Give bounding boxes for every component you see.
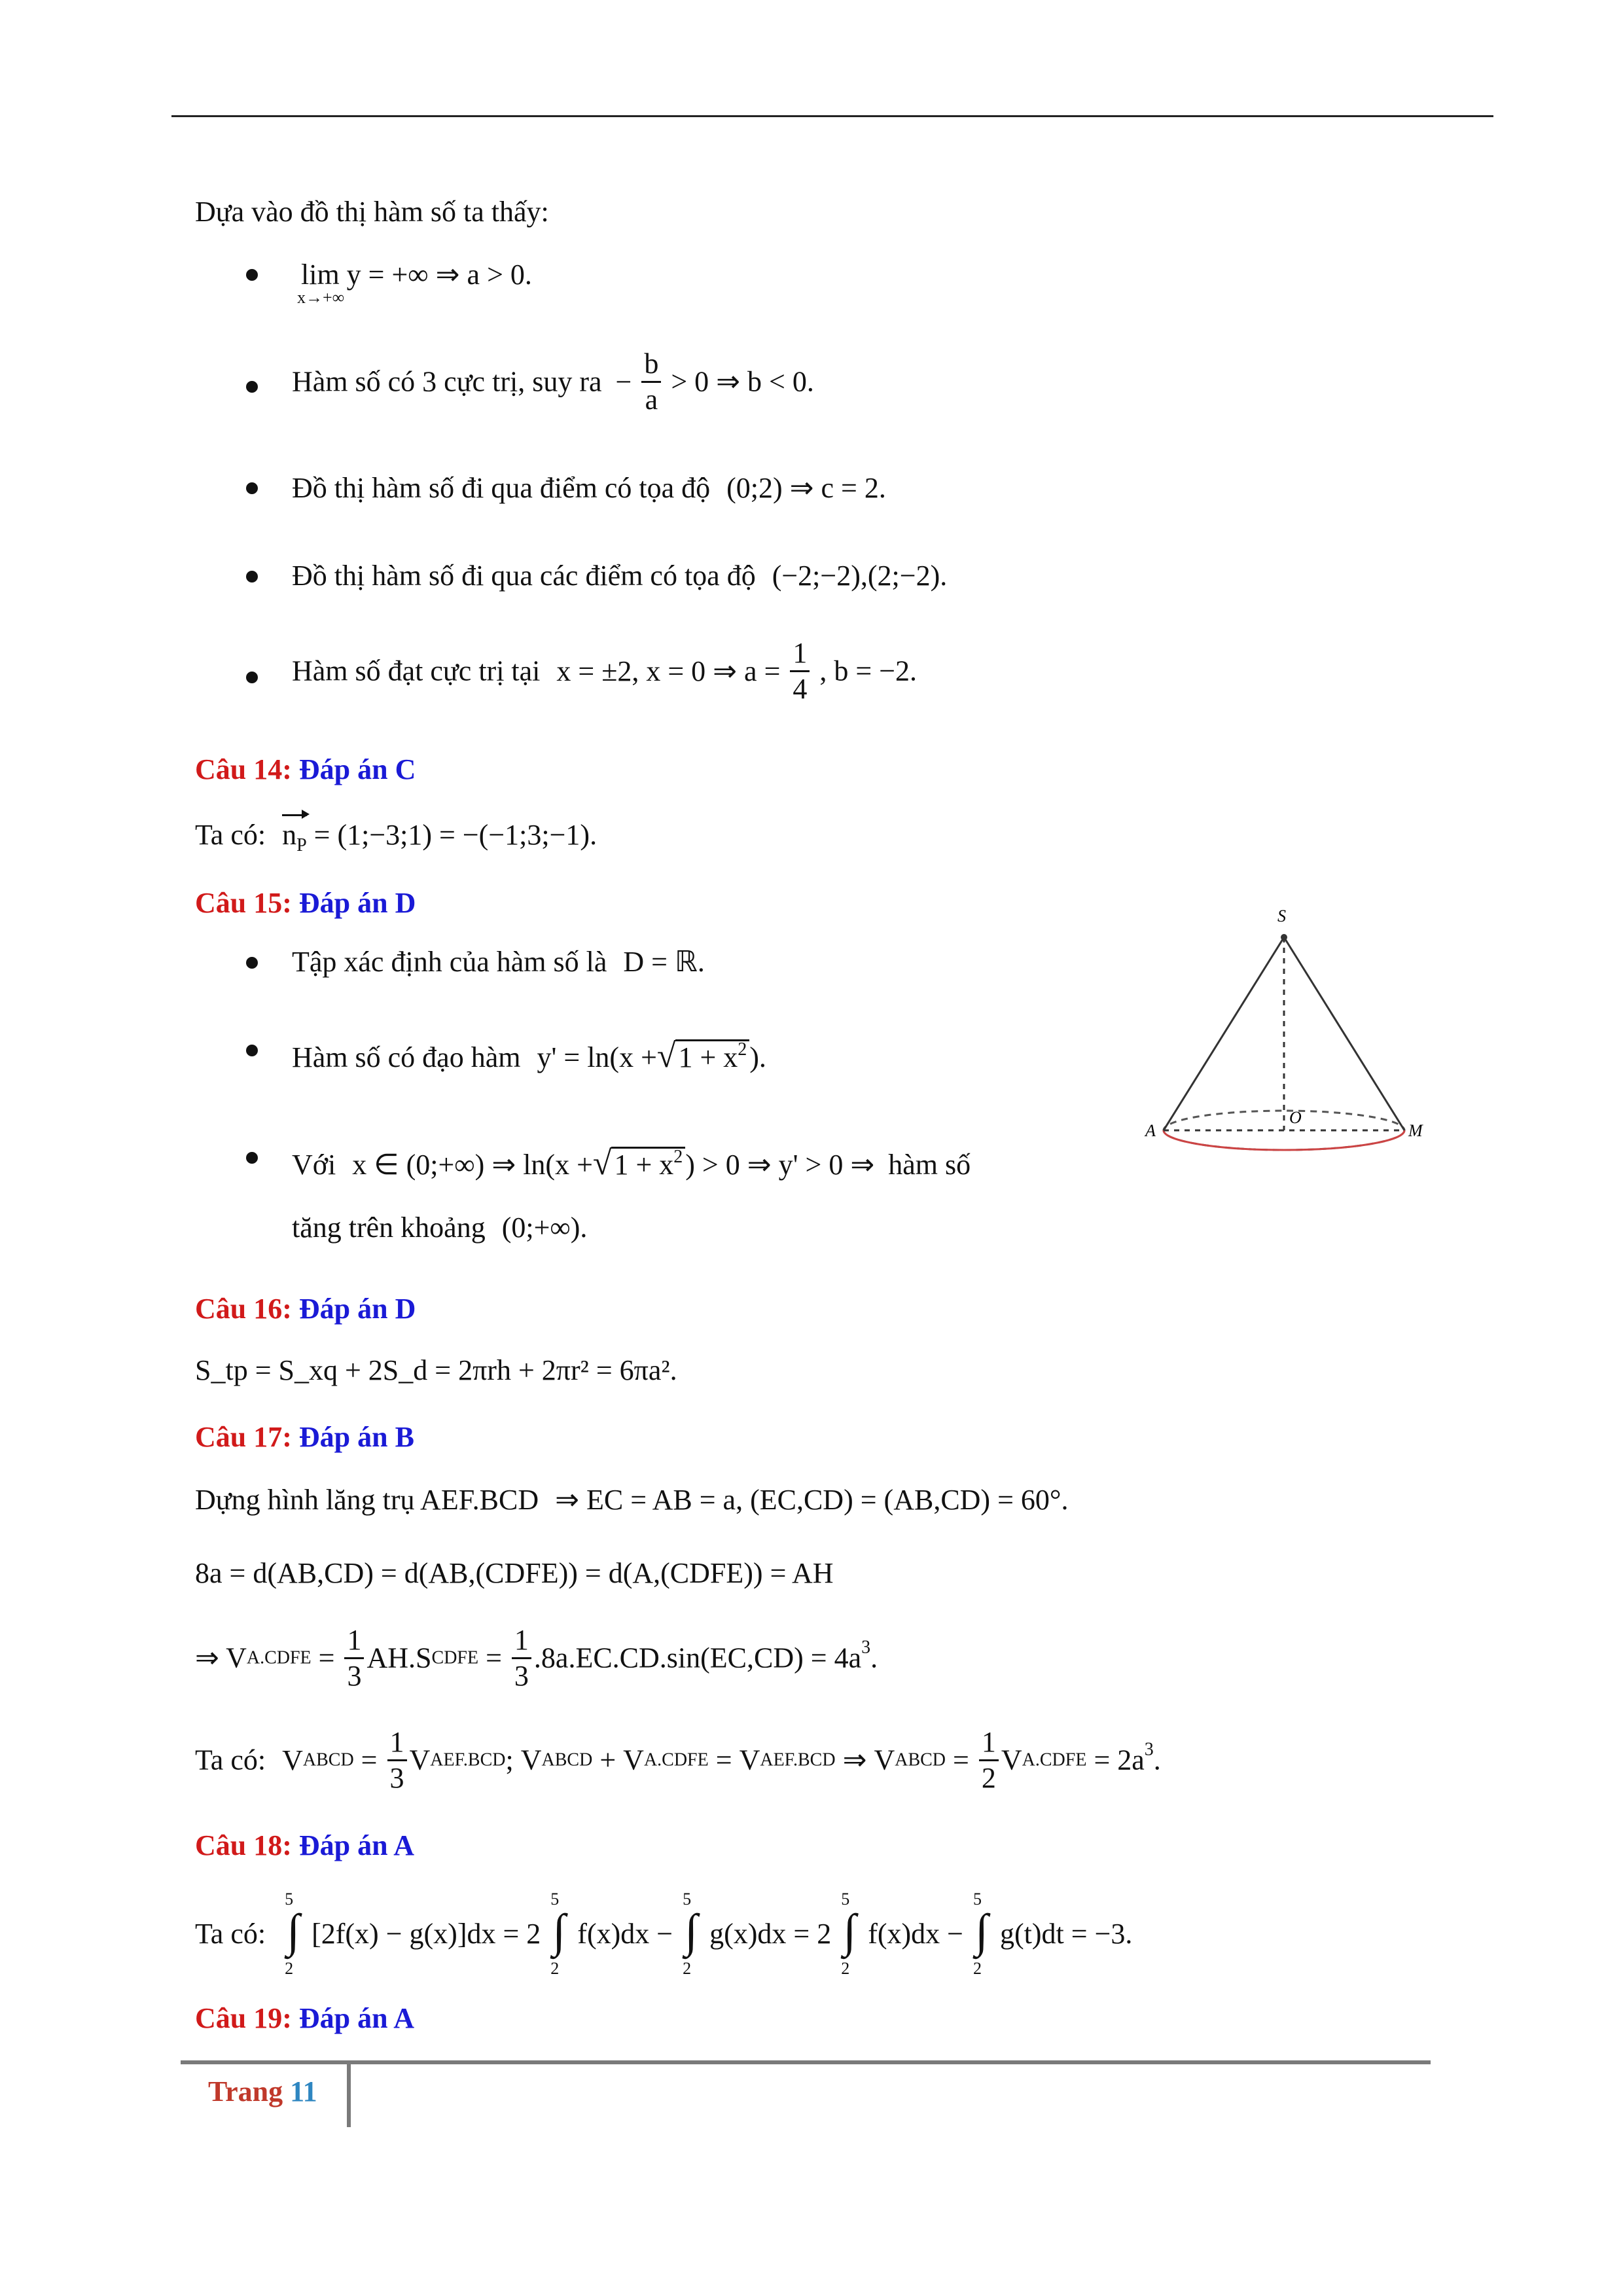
q19-heading <box>195 2000 414 2037</box>
fraction-1-3: $\frac{1}{3}$ <box>512 1623 531 1693</box>
label-s: S <box>1277 906 1286 925</box>
intro-text: Dựa vào đồ thị hàm số ta thấy: <box>195 196 549 228</box>
footer-rule <box>181 2060 1431 2064</box>
bullet <box>246 571 258 583</box>
bullet <box>246 672 258 683</box>
fraction-1-4: $\frac{1}{4}$ <box>790 636 810 706</box>
q14-line <box>195 817 597 864</box>
bullet <box>246 269 258 281</box>
bullet <box>246 482 258 494</box>
text: Dựng hình lăng trụ AEF.BCD <box>195 1484 539 1516</box>
q19-answer: Đáp án A <box>298 2002 414 2034</box>
bullet-text: Hàm số có đạo hàm <box>292 1041 521 1073</box>
q17-line4: Ta có: VABCD = $\frac{1}{3}$ VAEF.BCD; VABCD + VA.CDFE = VAEF.BCD ⇒ VABCD = $\frac{1}{2}$ VA.CDFE = $2a^3$. <box>195 1726 1161 1794</box>
q15-domain <box>292 944 705 980</box>
bullet-text: Đồ thị hàm số đi qua điểm có tọa độ <box>292 472 711 504</box>
sqrt-term: $1 + x^2$ <box>611 1147 685 1181</box>
math-tail: , b = −2. <box>819 655 918 687</box>
limit-sub: x→+∞ <box>297 288 345 307</box>
q16-heading <box>195 1291 416 1327</box>
bullet-points <box>292 558 947 594</box>
math-expr: = (1;−3;1) = −(−1;3;−1). <box>313 819 597 851</box>
label-o: O <box>1289 1108 1302 1127</box>
q14-answer: Đáp án C <box>298 753 416 785</box>
limit-expr: lim y = +∞ ⇒ a > 0. <box>301 259 532 291</box>
q17-heading <box>195 1419 414 1456</box>
cone-figure <box>1139 903 1440 1178</box>
math-expr: D = ℝ. <box>623 946 705 978</box>
footer-divider <box>347 2064 351 2127</box>
page-number: 11 <box>290 2075 317 2108</box>
bullet-text: Với <box>292 1149 336 1181</box>
bullet-extrema <box>292 347 814 417</box>
cone-edge-right <box>1284 937 1404 1130</box>
bullet-text: Hàm số có 3 cực trị, suy ra <box>292 365 602 398</box>
q15-derivative: Hàm số có đạo hàm $y' = \ln(x +√1 + x^2)$. <box>292 1037 766 1075</box>
q16-answer: Đáp án D <box>298 1293 416 1325</box>
label: Ta có: <box>195 819 266 851</box>
math-expr: x ∈ (0;+∞) ⇒ ln(x + <box>352 1149 593 1181</box>
math-close: ). <box>749 1041 766 1073</box>
q17-line2: 8a = d(AB,CD) = d(AB,(CDFE)) = d(A,(CDFE)) = AH <box>195 1557 834 1589</box>
q15-monotonic-line2 <box>292 1210 587 1246</box>
math-expr: (0;+∞). <box>501 1211 588 1244</box>
q14-heading <box>195 751 416 788</box>
bullet <box>246 957 258 969</box>
math-expr: x = ±2, x = 0 ⇒ a = <box>556 655 781 687</box>
footer-label: Trang <box>208 2075 283 2108</box>
q17-line3: ⇒ VA.CDFE = $\frac{1}{3}$ AH.SCDFE = $\frac{1}{3}$ $.8a.EC.CD.\sin(EC,CD) = 4a^3$. <box>195 1624 878 1692</box>
inequality: > 0 ⇒ b < 0. <box>671 365 814 398</box>
math-expr: ⇒ EC = AB = a, (EC,CD) = (AB,CD) = 60°. <box>555 1484 1069 1516</box>
bullet-text: Đồ thị hàm số đi qua các điểm có tọa độ <box>292 560 756 592</box>
q15-heading <box>195 885 416 922</box>
minus-sign: − <box>615 365 632 398</box>
math-expr: (−2;−2),(2;−2). <box>772 560 948 592</box>
q15-answer: Đáp án D <box>298 887 416 919</box>
q18-integral: Ta có: 5 ∫ 2 [2f(x) − g(x)]dx = 2 5 ∫ 2 f(x)dx − 5 ∫ 2 g(x)dx = 2 5 ∫ 2 f(x)dx − 5 ∫ 2 g(t)dt = −3. <box>195 1890 1133 1978</box>
bullet <box>246 381 258 393</box>
vector-n: $n_P$ <box>282 817 307 864</box>
math-close: ) > 0 ⇒ y' > 0 ⇒ <box>685 1149 875 1181</box>
math-expr: y' = ln(x + <box>537 1041 657 1073</box>
q17-answer: Đáp án B <box>298 1421 414 1453</box>
q14-number: Câu 14: <box>195 753 292 785</box>
sqrt-term: $1 + x^2$ <box>675 1039 749 1073</box>
bullet <box>246 1152 258 1164</box>
bullet-extrema-at <box>292 636 917 706</box>
header-rule <box>171 115 1493 117</box>
fraction-1-3: $\frac{1}{3}$ <box>344 1623 364 1693</box>
bullet-tail: hàm số <box>888 1149 971 1181</box>
q15-number: Câu 15: <box>195 887 292 919</box>
footer-page <box>208 2073 317 2110</box>
q18-answer: Đáp án A <box>298 1829 414 1861</box>
q17-number: Câu 17: <box>195 1421 292 1453</box>
q18-number: Câu 18: <box>195 1829 292 1861</box>
fraction-b-a: $\frac{b}{a}$ <box>641 347 661 417</box>
math-expr: (0;2) ⇒ c = 2. <box>726 472 886 504</box>
q17-line1 <box>195 1482 1069 1518</box>
bullet-text: tăng trên khoảng <box>292 1211 486 1244</box>
cone-base-front <box>1164 1130 1404 1150</box>
label-m: M <box>1408 1121 1423 1140</box>
q16-formula: S_tp = S_xq + 2S_d = 2πrh + 2πr² = 6πa². <box>195 1354 677 1386</box>
label-a: A <box>1145 1121 1156 1140</box>
fraction-1-2: $\frac{1}{2}$ <box>979 1725 999 1795</box>
fraction-1-3: $\frac{1}{3}$ <box>387 1725 407 1795</box>
q16-number: Câu 16: <box>195 1293 292 1325</box>
q19-number: Câu 19: <box>195 2002 292 2034</box>
bullet <box>246 1045 258 1056</box>
bullet-text: Tập xác định của hàm số là <box>292 946 607 978</box>
cone-edge-left <box>1164 937 1284 1130</box>
q15-monotonic: Với x ∈ (0;+∞) ⇒ $\ln(x +√1 + x^2) > 0$ ⇒ y' > 0 ⇒ hàm số <box>292 1145 971 1182</box>
q18-heading <box>195 1827 414 1864</box>
bullet-point-c <box>292 470 886 507</box>
bullet-text: Hàm số đạt cực trị tại <box>292 655 541 687</box>
